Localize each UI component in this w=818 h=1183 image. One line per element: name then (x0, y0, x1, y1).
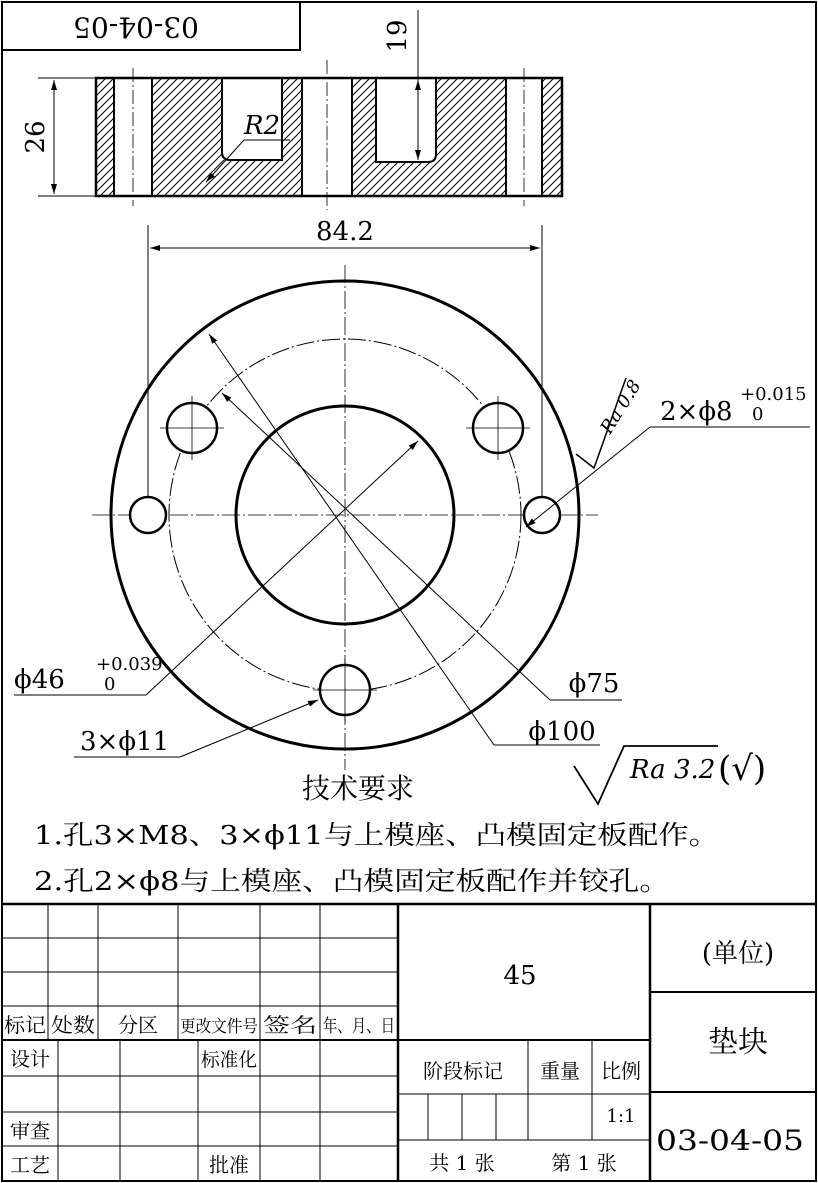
rev-header-count: 处数 (51, 1013, 95, 1037)
rev-header-mark: 标记 (4, 1013, 46, 1037)
pin-roughness-text: Ra 0.8 (596, 376, 646, 438)
section-hatch-left-recess-base (222, 160, 282, 196)
bore-diameter-line (146, 441, 418, 695)
section-hatch-right-recess-base (376, 162, 436, 196)
bore-dim-text: ϕ46 (14, 665, 65, 695)
general-roughness-suffix: (√) (718, 749, 767, 789)
sheet-current: 第 1 张 (551, 1151, 617, 1175)
bore-tol-lower: 0 (104, 674, 116, 695)
scale-value: 1:1 (606, 1106, 636, 1127)
rev-header-doc: 更改文件号 (180, 1017, 258, 1037)
stage-mark-label: 阶段标记 (423, 1059, 503, 1083)
rev-header-zone: 分区 (118, 1013, 158, 1037)
span-dim-text: 84.2 (316, 217, 374, 247)
outer-dim-text: ϕ100 (528, 717, 596, 747)
section-hatch-right-flange (542, 78, 562, 196)
section-hatch-left-body (152, 78, 222, 196)
approve-label: 批准 (209, 1153, 249, 1177)
radius-label: R2 (243, 111, 281, 141)
pin-tol-upper: +0.015 (740, 384, 807, 405)
tech-req-heading: 技术要求 (301, 772, 415, 805)
design-label: 设计 (10, 1047, 50, 1071)
review-label: 审查 (10, 1119, 50, 1143)
title-block (2, 904, 816, 1181)
depth-dim-text: 19 (383, 19, 413, 53)
process-label: 工艺 (10, 1153, 50, 1177)
bore-tol-upper: +0.039 (96, 654, 163, 675)
section-hatch-right-body (436, 78, 506, 196)
sheets-total: 共 1 张 (429, 1151, 495, 1175)
hole-leader (180, 700, 318, 757)
rotated-drawing-number: 03-04-05 (73, 10, 199, 44)
rev-header-date: 年、月、日 (323, 1016, 413, 1037)
material-text: 45 (503, 961, 537, 991)
height-dim-text: 26 (21, 120, 51, 154)
pin-tol-lower: 0 (752, 404, 764, 425)
technical-requirements (34, 772, 719, 897)
company-label: (单位) (701, 939, 775, 969)
tech-req-item-1: 1.孔3×M8、3×ϕ11与上模座、凸模固定板配作。 (34, 821, 719, 851)
section-hatch-left-flange (96, 78, 114, 196)
pin-hole-left (130, 497, 166, 533)
rev-header-sign: 签名 (263, 1013, 317, 1037)
scale-label: 比例 (601, 1059, 641, 1083)
rotated-number-box (2, 2, 300, 50)
tech-req-item-2: 2.孔2×ϕ8与上模座、凸模固定板配作并铰孔。 (34, 867, 670, 897)
general-roughness-text: Ra 3.2 (630, 755, 716, 785)
section-right-recess (376, 78, 436, 162)
hole-dim-text: 3×ϕ11 (80, 727, 170, 757)
pin-dim-text: 2×ϕ8 (660, 397, 733, 427)
standardize-label: 标准化 (201, 1049, 257, 1071)
part-name: 垫块 (708, 1025, 768, 1060)
pin-leader (526, 427, 650, 527)
pcd-dim-text: ϕ75 (568, 669, 620, 699)
plan-view (14, 217, 810, 804)
section-hatch-right-inner (352, 78, 376, 196)
part-number: 03-04-05 (656, 1124, 804, 1157)
pin-hole-right (524, 497, 560, 533)
weight-label: 重量 (540, 1059, 580, 1083)
section-hatch-left-inner (282, 78, 302, 196)
